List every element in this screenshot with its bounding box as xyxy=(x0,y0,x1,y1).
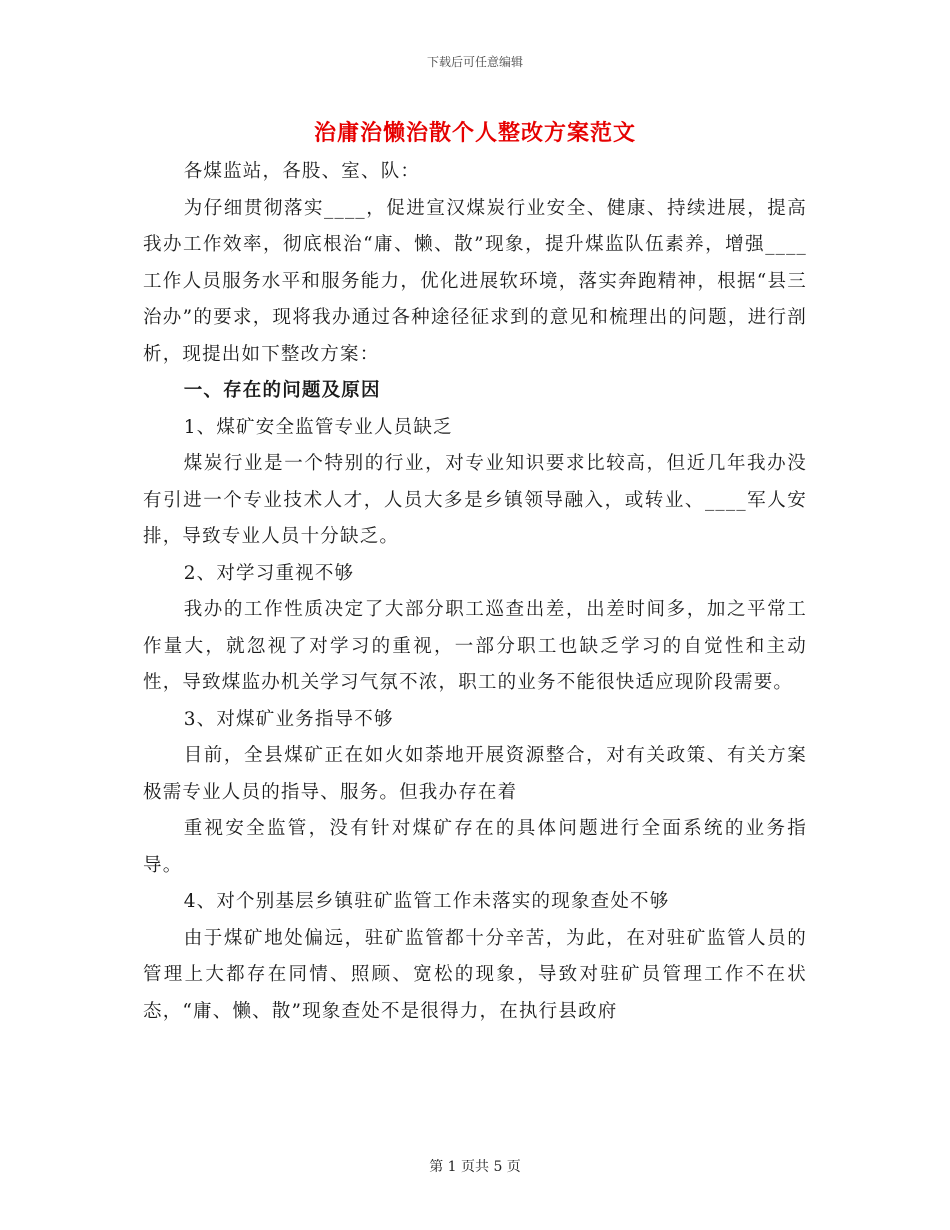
header-note: 下载后可任意编辑 xyxy=(426,55,523,69)
subheading-1: 1、煤矿安全监管专业人员缺乏 xyxy=(183,416,453,438)
section-heading: 一、存在的问题及原因 xyxy=(183,380,381,401)
subheading-4: 4、对个别基层乡镇驻矿监管工作未落实的现象查处不够 xyxy=(183,891,670,912)
paragraph-2: 我办的工作性质决定了大部分职工巡查出差，出差时间多，加之平常工作量大，就忽视了对学习的重视，一部分职工也缺乏学习的自觉性和主动性，导致煤监办机关学习气氛不浓，职工的业务不能很快适应现阶段需要。 xyxy=(143,599,807,693)
salutation: 各煤监站，各股、室、队： xyxy=(183,161,421,182)
subheading-3: 3、对煤矿业务指导不够 xyxy=(183,708,394,730)
document-body xyxy=(143,154,807,1030)
intro-paragraph: 为仔细贯彻落实____，促进宣汉煤炭行业安全、健康、持续进展，提高我办工作效率，彻底根治“庸、懒、散”现象，提升煤监队伍素养，增强____工作人员服务水平和服务能力，优化进展软环境，落实奔跑精神，根据“县三治办”的要求，现将我办通过各种途径征求到的意见和梳理出的问题，进行剖析，现提出如下整改方案： xyxy=(143,197,807,365)
paragraph-3a: 目前，全县煤矿正在如火如荼地开展资源整合，对有关政策、有关方案极需专业人员的指导、服务。但我办存在着 xyxy=(143,745,807,803)
document-title: 治庸治懒治散个人整改方案范文 xyxy=(313,120,636,146)
subheading-2: 2、对学习重视不够 xyxy=(183,562,355,584)
paragraph-4: 由于煤矿地处偏远，驻矿监管都十分辛苦，为此，在对驻矿监管人员的管理上大都存在同情、照顾、宽松的现象，导致对驻矿员管理工作不在状态，“庸、懒、散”现象查处不是很得力，在执行县政府 xyxy=(143,927,807,1022)
page-number: 第 1 页共 5 页 xyxy=(429,1159,521,1175)
paragraph-3b: 重视安全监管，没有针对煤矿存在的具体问题进行全面系统的业务指导。 xyxy=(143,818,807,876)
paragraph-1: 煤炭行业是一个特别的行业，对专业知识要求比较高，但近几年我办没有引进一个专业技术人才，人员大多是乡镇领导融入，或转业、____军人安排，导致专业人员十分缺乏。 xyxy=(143,453,807,547)
